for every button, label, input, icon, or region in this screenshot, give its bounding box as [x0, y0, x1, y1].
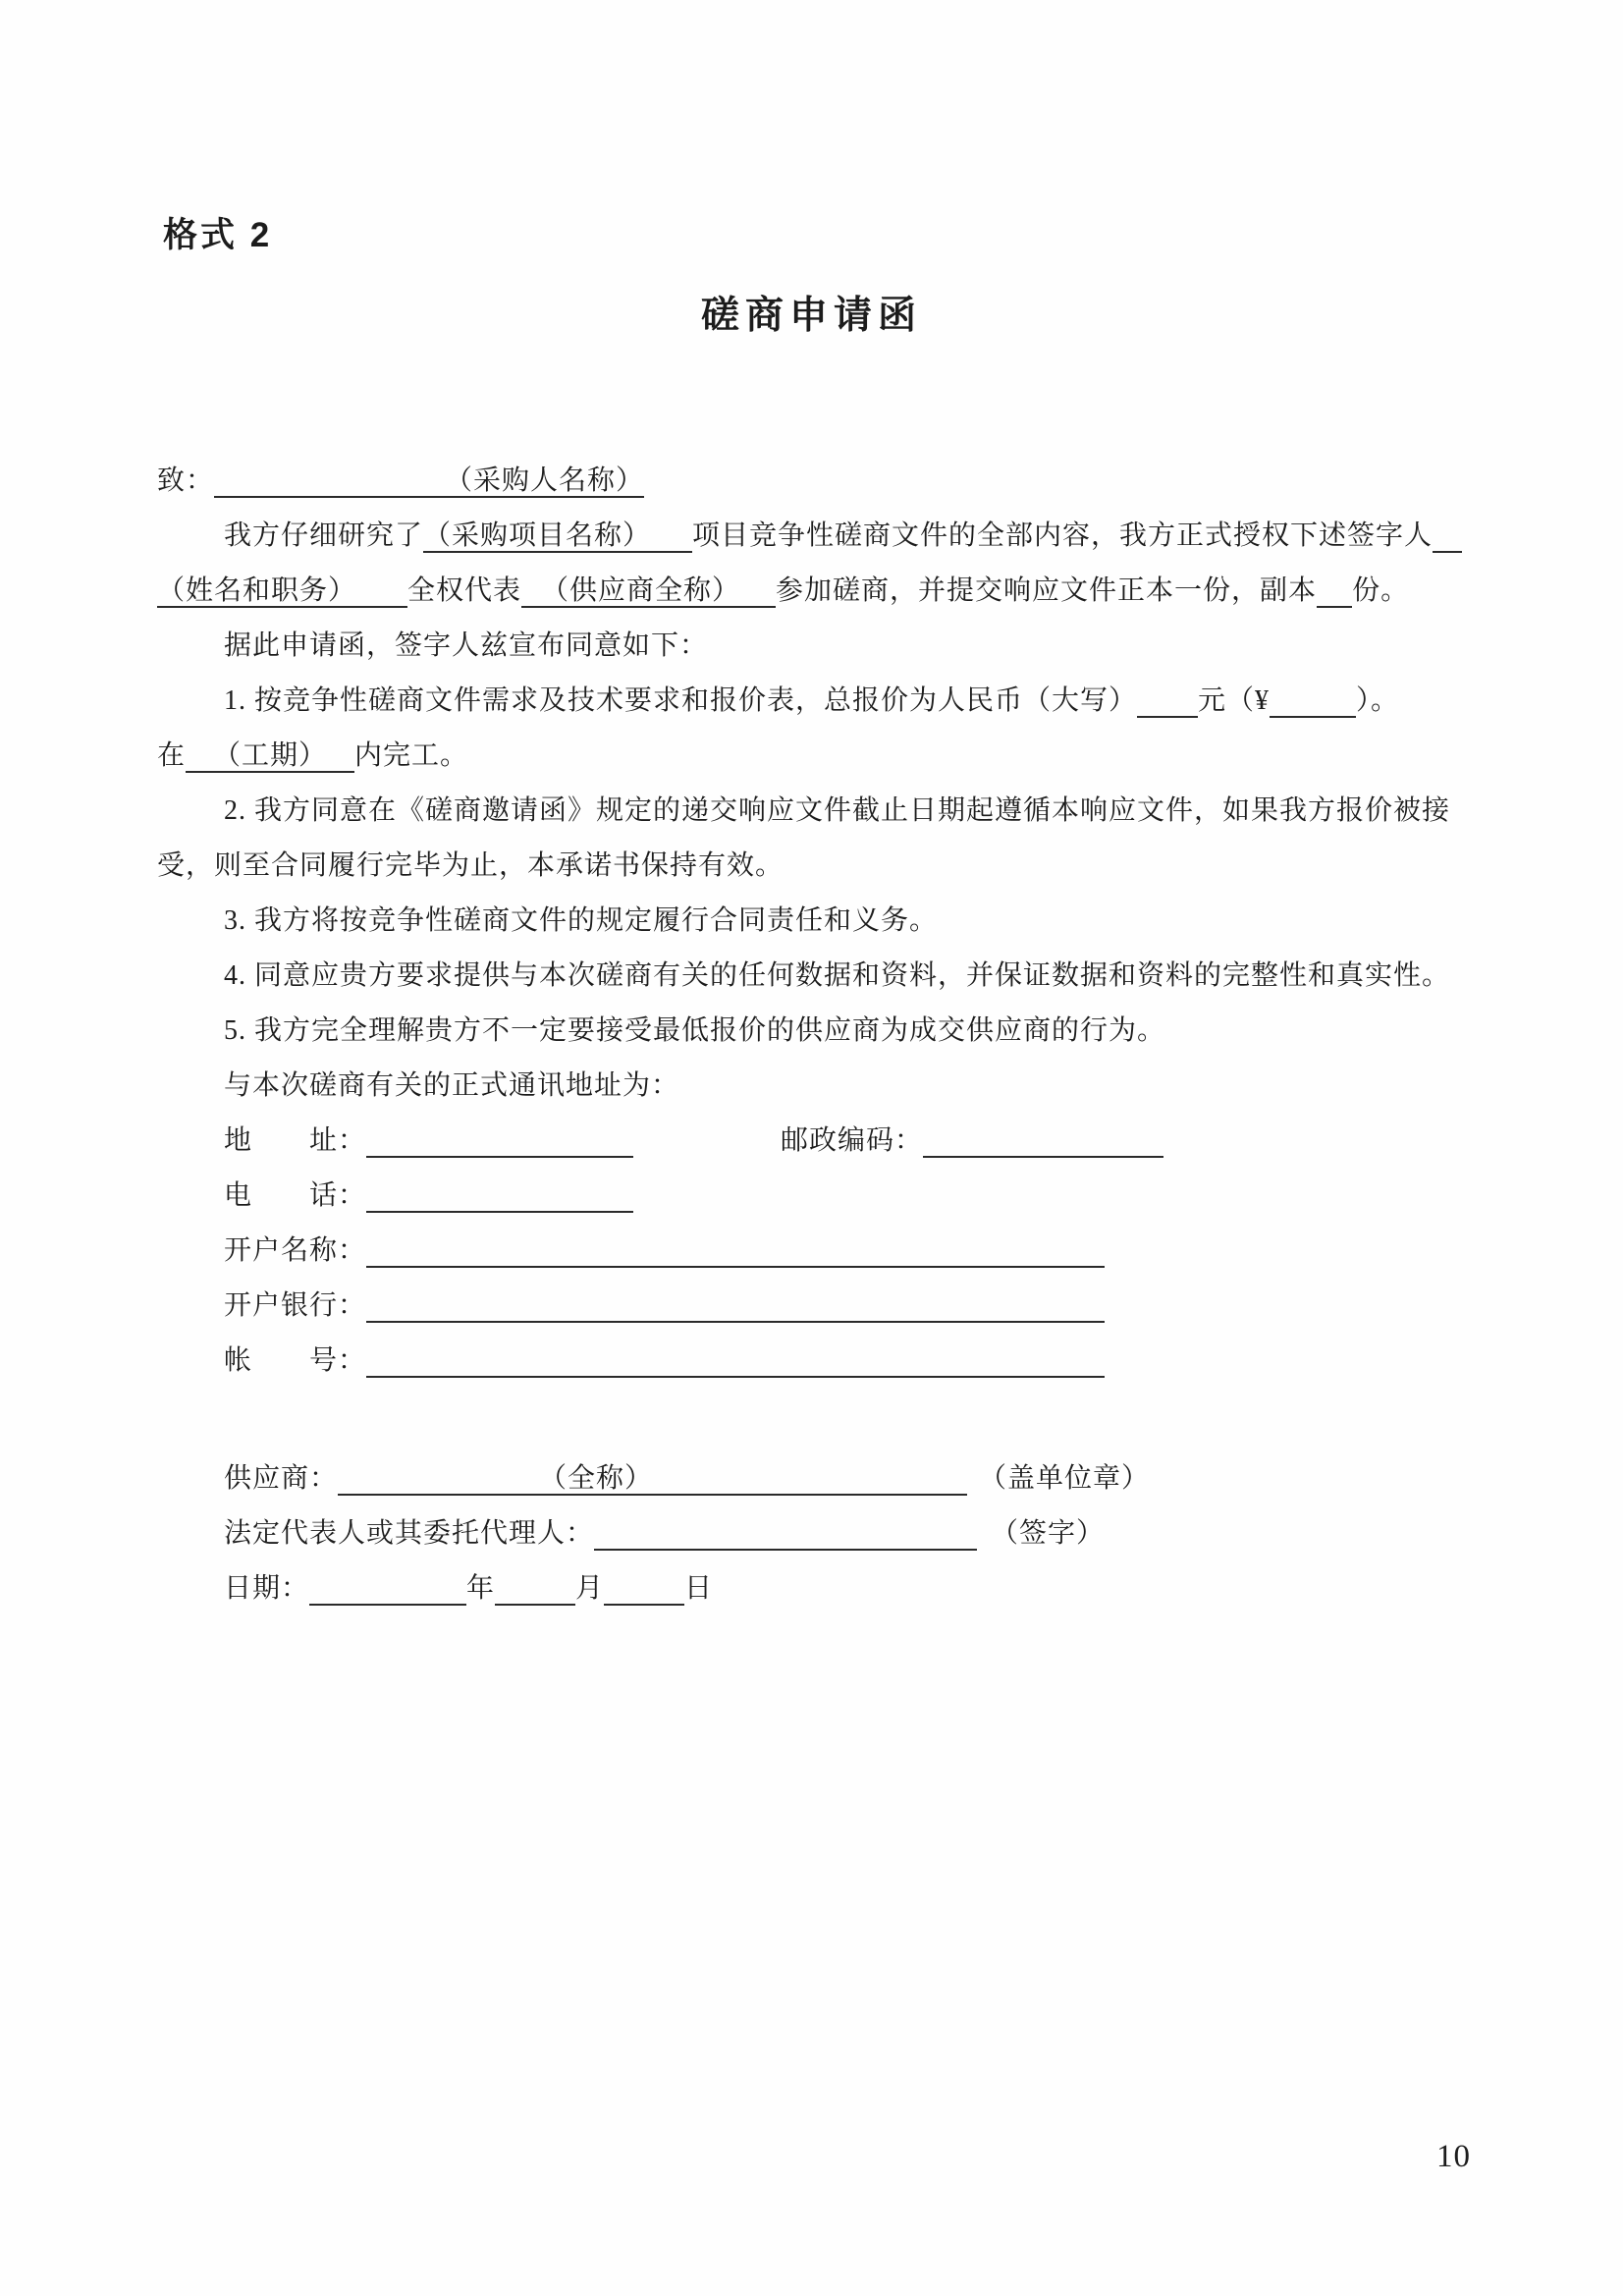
- price-figure-blank: [1270, 685, 1356, 718]
- item-2-line-2: [157, 839, 1497, 894]
- name-title-hint: （姓名和职务）: [157, 575, 357, 606]
- copies-count-blank: [1317, 575, 1352, 608]
- account-no-label: 帐 号：: [224, 1345, 367, 1376]
- document-body: [157, 454, 1497, 1616]
- account-no-line: [157, 1334, 1497, 1389]
- signer-name-blank: [1433, 520, 1462, 553]
- legal-rep-label: 法定代表人或其委托代理人：: [224, 1518, 595, 1549]
- blank-spacer: [1433, 542, 1462, 544]
- salutation-line: [157, 454, 1497, 509]
- supplier-signature-line: [157, 1451, 1497, 1506]
- price-in-words-blank: [1137, 685, 1198, 718]
- declaration-text: 据此申请函，签字人兹宣布同意如下：: [224, 630, 709, 661]
- bank-blank: [366, 1290, 1105, 1323]
- month-blank: [495, 1573, 575, 1606]
- phone-label: 电 话：: [224, 1180, 367, 1211]
- account-name-blank: [366, 1235, 1105, 1268]
- duration-blank: [186, 740, 354, 773]
- blank-spacer: [327, 762, 354, 764]
- item-1-text-2: 元（¥: [1198, 685, 1271, 716]
- item-4-line: [157, 949, 1497, 1004]
- intro-text-5: 份。: [1352, 575, 1410, 606]
- blank-spacer: [366, 1202, 633, 1204]
- item-1-cont-text-2: 内完工。: [354, 740, 469, 771]
- intro-text-2: 项目竞争性磋商文件的全部内容，我方正式授权下述签字人: [692, 520, 1434, 551]
- blank-spacer: [366, 1367, 1105, 1369]
- format-label: 格式 2: [163, 216, 273, 254]
- legal-rep-line: [157, 1506, 1497, 1561]
- intro-text-1: 我方仔细研究了: [224, 520, 424, 551]
- item-3-line: [157, 894, 1497, 949]
- year-blank: [309, 1573, 466, 1606]
- address-label: 地 址：: [224, 1125, 367, 1156]
- page-number: 10: [1436, 2139, 1471, 2174]
- blank-spacer: [495, 1595, 575, 1597]
- item-1-continuation-line: [157, 729, 1497, 784]
- declaration-line: [157, 619, 1497, 674]
- day-blank: [604, 1573, 684, 1606]
- supplier-fullname-hint: （供应商全称）: [541, 575, 741, 606]
- blank-spacer: [214, 487, 445, 489]
- item-2-text-2: 受，则至合同履行完毕为止，本承诺书保持有效。: [157, 850, 784, 881]
- blank-spacer: [186, 762, 213, 764]
- phone-line: [157, 1169, 1497, 1224]
- blank-spacer: [1137, 707, 1198, 709]
- blank-spacer: [309, 1595, 466, 1597]
- intro-text-3: 全权代表: [407, 575, 522, 606]
- intro-line-2: [157, 564, 1497, 619]
- item-4-text: 4. 同意应贵方要求提供与本次磋商有关的任何数据和资料，并保证数据和资料的完整性和真实性。: [224, 960, 1451, 991]
- date-label: 日期：: [224, 1573, 310, 1604]
- item-2-line-1: [157, 784, 1497, 839]
- blank-spacer: [356, 597, 407, 599]
- item-1-text-3: ）。: [1356, 685, 1400, 716]
- supplier-label: 供应商：: [224, 1463, 339, 1494]
- contact-heading-text: 与本次磋商有关的正式通讯地址为：: [224, 1070, 680, 1101]
- date-line: [157, 1561, 1497, 1616]
- purchaser-name-hint: （采购人名称）: [445, 465, 645, 496]
- account-name-label: 开户名称：: [224, 1235, 367, 1266]
- blank-spacer: [594, 1540, 977, 1542]
- item-5-text: 5. 我方完全理解贵方不一定要接受最低报价的供应商为成交供应商的行为。: [224, 1015, 1166, 1046]
- salutation-label: 致：: [157, 465, 215, 496]
- intro-text-4: 参加磋商，并提交响应文件正本一份，副本: [776, 575, 1318, 606]
- name-title-blank: [157, 575, 407, 608]
- account-name-line: [157, 1224, 1497, 1279]
- month-label: 月: [575, 1573, 605, 1604]
- supplier-name-blank: [338, 1463, 967, 1496]
- account-no-blank: [366, 1345, 1105, 1378]
- bank-label: 开户银行：: [224, 1290, 367, 1321]
- item-1-cont-text-1: 在: [157, 740, 187, 771]
- blank-spacer: [366, 1257, 1105, 1259]
- duration-hint: （工期）: [213, 740, 328, 771]
- contact-heading-line: [157, 1059, 1497, 1114]
- blank-spacer: [1317, 597, 1352, 599]
- document-title: 磋商申请函: [700, 295, 922, 337]
- postcode-blank: [923, 1125, 1163, 1158]
- seal-hint: （盖单位章）: [979, 1463, 1151, 1494]
- supplier-fullname-hint-2: （全称）: [539, 1463, 654, 1494]
- phone-blank: [366, 1180, 633, 1213]
- blank-spacer: [338, 1485, 539, 1487]
- blank-spacer: [651, 542, 692, 544]
- sign-hint: （签字）: [991, 1518, 1106, 1549]
- item-5-line: [157, 1004, 1497, 1059]
- blank-spacer: [653, 1485, 967, 1487]
- blank-spacer: [366, 1312, 1105, 1314]
- blank-spacer: [923, 1147, 1163, 1149]
- item-3-text: 3. 我方将按竞争性磋商文件的规定履行合同责任和义务。: [224, 905, 939, 936]
- blank-spacer: [604, 1595, 684, 1597]
- item-1-text-1: 1. 按竞争性磋商文件需求及技术要求和报价表，总报价为人民币（大写）: [224, 685, 1138, 716]
- year-label: 年: [466, 1573, 496, 1604]
- project-name-blank: [423, 520, 692, 553]
- item-1-line: [157, 674, 1497, 729]
- day-label: 日: [684, 1573, 714, 1604]
- purchaser-name-blank: [214, 465, 644, 498]
- intro-line-1: [157, 509, 1497, 564]
- postcode-label: 邮政编码：: [781, 1125, 924, 1156]
- item-2-text-1: 2. 我方同意在《磋商邀请函》规定的递交响应文件截止日期起遵循本响应文件，如果我方报价被接: [224, 795, 1451, 826]
- supplier-fullname-blank: [521, 575, 776, 608]
- blank-spacer: [521, 597, 541, 599]
- blank-spacer: [366, 1147, 633, 1149]
- blank-spacer: [1270, 707, 1356, 709]
- blank-spacer: [740, 597, 776, 599]
- project-name-hint: （采购项目名称）: [423, 520, 652, 551]
- address-line: [157, 1114, 1497, 1169]
- legal-rep-blank: [594, 1518, 977, 1551]
- address-blank: [366, 1125, 633, 1158]
- bank-line: [157, 1279, 1497, 1334]
